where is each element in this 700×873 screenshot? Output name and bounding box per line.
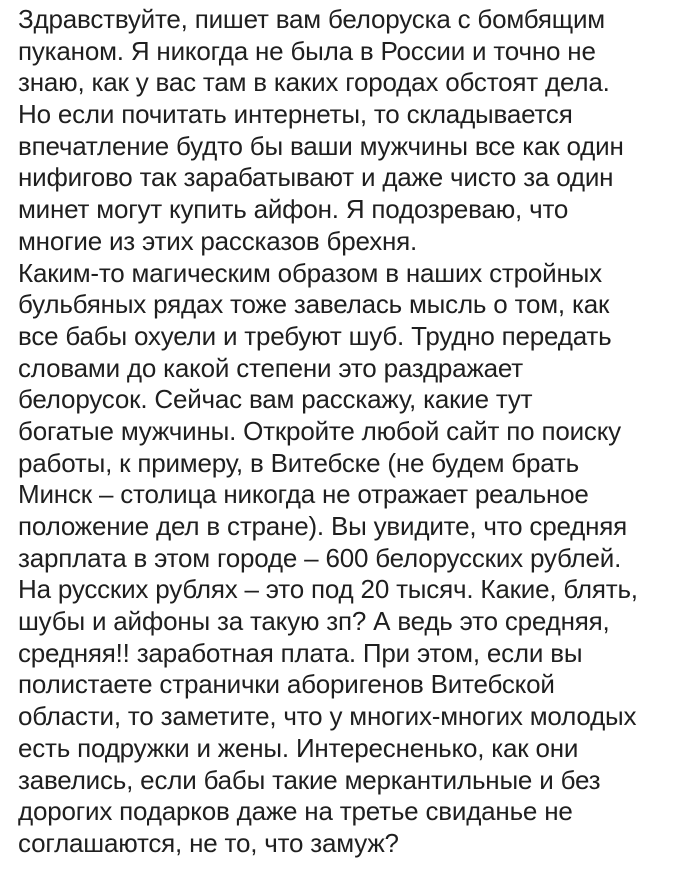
text-line: средняя!! заработная плата. При этом, если вы (18, 637, 583, 668)
text-line: Каким-то магическим образом в наших стройных (18, 257, 602, 288)
text-line: белорусок. Сейчас вам расскажу, какие тут (18, 384, 533, 415)
text-line: Минск – столица никогда не отражает реальное (18, 479, 589, 510)
text-line: бульбяных рядах тоже завелась мысль о том, как (18, 289, 610, 320)
text-line: завелись, если бабы такие меркантильные и без (18, 764, 601, 795)
post-text (18, 4, 700, 860)
text-line: полистаете странички аборигенов Витебской (18, 669, 555, 700)
text-line: многие из этих рассказов брехня. (18, 225, 418, 256)
text-line: Здравствуйте, пишет вам белоруска с бомбящим (18, 4, 605, 34)
text-line: знаю, как у вас там в каких городах обстоят дела. (18, 67, 610, 98)
text-line: положение дел в стране). Вы увидите, что средняя (18, 511, 628, 541)
text-line: соглашаются, не то, что замуж? (18, 827, 399, 858)
text-line: зарплата в этом городе – 600 белорусских рублей. (18, 542, 622, 573)
text-line: пуканом. Я никогда не была в России и точно не (18, 35, 596, 66)
text-line: минет могут купить айфон. Я подозреваю, что (18, 194, 569, 225)
text-line: дорогих подарков даже на третье свиданье не (18, 796, 573, 827)
text-line: области, то заметите, что у многих-многих молодых (18, 701, 637, 732)
text-line: На русских рублях – это под 20 тысяч. Какие, блять, (18, 574, 638, 605)
text-line: Но если почитать интернеты, то складывается (18, 99, 573, 130)
text-line: впечатление будто бы ваши мужчины все как один (18, 130, 624, 161)
text-line: есть подружки и жены. Интересненько, как они (18, 732, 579, 763)
text-line: богатые мужчины. Откройте любой сайт по поиску (18, 415, 621, 446)
text-line: все бабы охуели и требуют шуб. Трудно передать (18, 320, 612, 351)
text-line: работы, к примеру, в Витебске (не будем брать (18, 447, 579, 478)
text-line: словами до какой степени это раздражает (18, 352, 524, 383)
text-line: шубы и айфоны за такую зп? А ведь это средняя, (18, 606, 610, 637)
text-line: нифигово так зарабатывают и даже чисто за один (18, 162, 614, 193)
